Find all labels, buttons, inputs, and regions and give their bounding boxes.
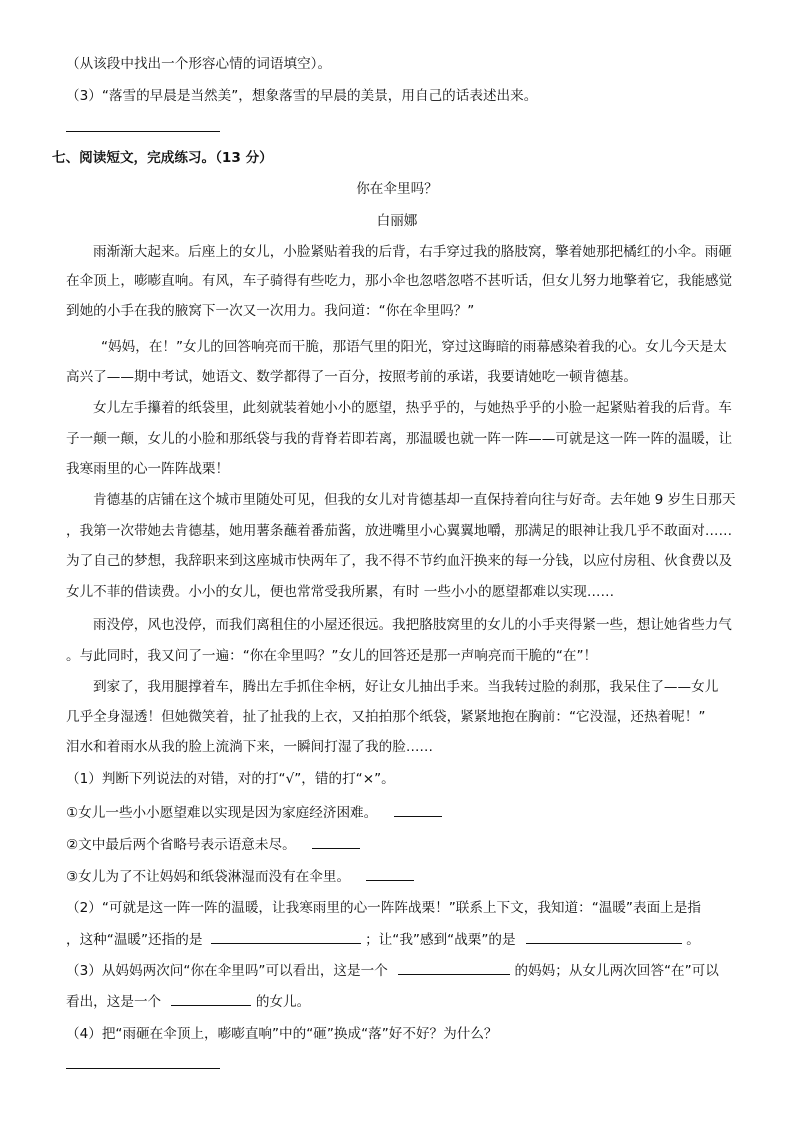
- answer-line[interactable]: [66, 131, 220, 132]
- passage-line: 。与此同时，我又问了一遍：“你在伞里吗？”女儿的回答还是那一声响亮而干脆的“在”！: [66, 648, 598, 664]
- question-2-line-2: [66, 929, 700, 950]
- question-4: （4）把“雨砸在伞顶上，嘭嘭直响”中的“砸”换成“落”好不好？为什么？: [66, 1026, 498, 1042]
- question-text: ，这种“温暖”还指的是: [66, 932, 203, 948]
- question-3-line-1: [66, 960, 719, 981]
- passage-line: 在伞顶上，嘭嘭直响。有风，车子骑得有些吃力，那小伞也忽嗒忽嗒不甚听话，但女儿努力地擎着它，我能感觉: [66, 273, 733, 289]
- question-text: ②文中最后两个省略号表示语意未尽。: [66, 837, 296, 853]
- answer-blank[interactable]: [171, 991, 251, 1006]
- question-1-item-c: [66, 866, 414, 887]
- question-text: 的女儿。: [255, 994, 311, 1010]
- answer-blank[interactable]: [312, 834, 360, 849]
- passage-line: “妈妈，在！”女儿的回答响亮而干脆，那语气里的阳光，穿过这晦暗的雨幕感染着我的心。女儿今天是太: [101, 339, 727, 355]
- question-text: ①女儿一些小小愿望难以实现是因为家庭经济困难。: [66, 805, 378, 821]
- passage-title: 你在伞里吗？: [356, 181, 438, 197]
- question-text: 的妈妈；从女儿两次回答“在”可以: [514, 963, 719, 979]
- answer-blank[interactable]: [394, 802, 442, 817]
- question-text: ；让“我”感到“战栗”的是: [365, 932, 516, 948]
- passage-line: 雨没停，风也没停，而我们离租住的小屋还很远。我把胳肢窝里的女儿的小手夹得紧一些，想让她省些力气: [93, 617, 732, 633]
- answer-blank[interactable]: [398, 960, 510, 975]
- question-1-item-b: [66, 834, 360, 855]
- section-heading: 七、阅读短文，完成练习。（13 分）: [52, 150, 273, 166]
- passage-author: 白丽娜: [376, 213, 418, 229]
- answer-blank[interactable]: [526, 929, 682, 944]
- question-3-line-2: [66, 991, 310, 1012]
- question-text: 。: [686, 932, 700, 948]
- passage-line: 泪水和着雨水从我的脸上流淌下来，一瞬间打湿了我的脸……: [66, 739, 434, 755]
- answer-blank[interactable]: [211, 929, 361, 944]
- question-text: （3）从妈妈两次问“你在伞里吗”可以看出，这是一个: [66, 963, 388, 979]
- passage-line: 女儿不菲的借读费。小小的女儿，便也常常受我所累，有时 一些小小的愿望都难以实现……: [66, 584, 615, 600]
- passage-line: 肯德基的店铺在这个城市里随处可见，但我的女儿对肯德基却一直保持着向往与好奇。去年她 9 岁生日那天: [93, 492, 736, 508]
- question-2-line-1: （2）“可就是这一阵一阵的温暖，让我寒雨里的心一阵阵战栗！”联系上下文，我知道：“温暖”表面上是指: [66, 900, 701, 916]
- question-text: 看出，这是一个: [66, 994, 162, 1010]
- passage-line: ，我第一次带她去肯德基，她用薯条蘸着番茄酱，放进嘴里小心翼翼地嚼，那满足的眼神让我几乎不敢面对……: [66, 523, 733, 539]
- passage-line: 我寒雨里的心一阵阵战栗！: [66, 461, 230, 477]
- passage-line: 子一颠一颠，女儿的小脸和那纸袋与我的背脊若即若离，那温暖也就一阵一阵——可就是这一阵一阵的温暖，让: [66, 431, 733, 447]
- question-1-item-a: [66, 802, 442, 823]
- answer-blank[interactable]: [366, 866, 414, 881]
- passage-line: 为了自己的梦想，我辞职来到这座城市快两年了，我不得不节约血汗换来的每一分钱，以应付房租、伙食费以及: [66, 553, 733, 569]
- passage-line: 雨渐渐大起来。后座上的女儿，小脸紧贴着我的后背，右手穿过我的胳肢窝，擎着她那把橘红的小伞。雨砸: [93, 244, 732, 260]
- passage-line: 几乎全身湿透！但她微笑着，扯了扯我的上衣，又拍拍那个纸袋，紧紧地抱在胸前：“它没湿，还热着呢！”: [66, 709, 706, 725]
- question-1-stem: （1）判断下列说法的对错，对的打“√”，错的打“×”。: [66, 771, 395, 787]
- passage-line: 女儿左手攥着的纸袋里，此刻就装着她小小的愿望，热乎乎的，与她热乎乎的小脸一起紧贴着我的后背。车: [93, 400, 732, 416]
- passage-line: 到家了，我用腿撑着车，腾出左手抓住伞柄，好让女儿抽出手来。当我转过脸的刹那，我呆住了——女儿: [93, 679, 719, 695]
- answer-line[interactable]: [66, 1068, 220, 1069]
- question-3-prev: （3）“落雪的早晨是当然美”，想象落雪的早晨的美景，用自己的话表述出来。: [66, 88, 538, 104]
- fill-hint-line: （从该段中找出一个形容心情的词语填空）。: [66, 56, 332, 72]
- question-text: ③女儿为了不让妈妈和纸袋淋湿而没有在伞里。: [66, 869, 351, 885]
- passage-line: 到她的小手在我的腋窝下一次又一次用力。我问道：“你在伞里吗？”: [66, 303, 475, 319]
- passage-line: 高兴了——期中考试，她语文、数学都得了一百分，按照考前的承诺，我要请她吃一顿肯德基。: [66, 369, 637, 385]
